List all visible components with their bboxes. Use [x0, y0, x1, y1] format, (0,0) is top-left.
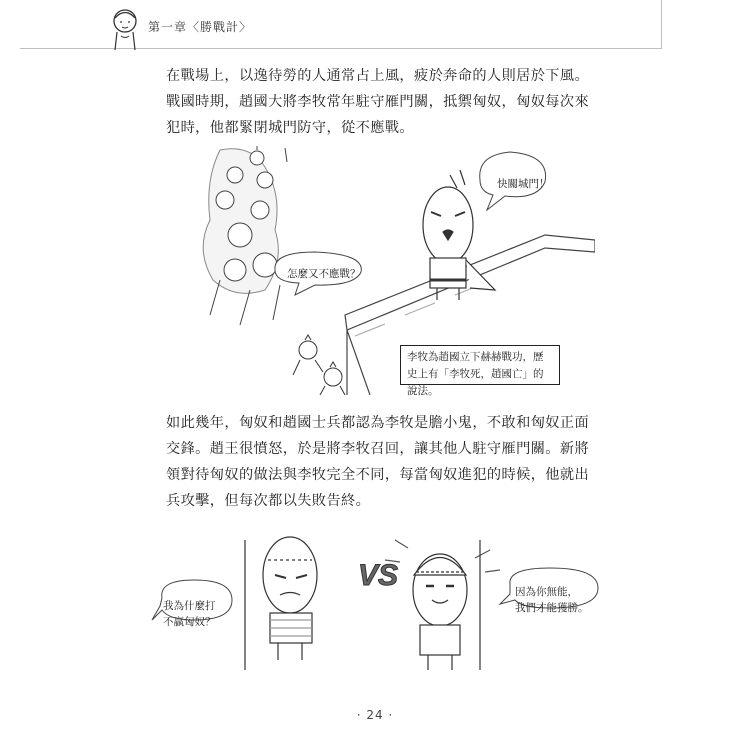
- speech-win-line-1: 因為你無能，: [515, 586, 578, 598]
- new-general: [245, 537, 317, 670]
- page-number: · 24 ·: [356, 708, 394, 722]
- body-paragraph-2: 如此幾年，匈奴和趙國士兵都認為李牧是膽小鬼，不敢和匈奴正面交鋒。趙王很憤怒，於是將李牧召回，讓其他人駐守雁門關。新將領對待匈奴的做法與李牧完全不同，每當匈奴進犯的時候，他就出兵攻擊，但每次都以失敗告終。: [166, 415, 590, 509]
- chapter-head-icon: [108, 6, 142, 50]
- body-paragraph-1: 在戰場上，以逸待勞的人通常占上風，疲於奔命的人則居於下風。戰國時期，趙國大將李牧常年駐守雁門關，抵禦匈奴，匈奴每次來犯時，他都緊閉城門防守，從不應戰。: [166, 68, 590, 136]
- speech-why-text: 怎麼又不應戰？: [287, 268, 361, 280]
- speech-lose-line-2: 不贏匈奴？: [163, 616, 216, 628]
- speech-win-text: [515, 584, 589, 616]
- header-vertical-rule: [661, 0, 662, 49]
- speech-win-line-2: 我們才能獲勝。: [515, 602, 589, 614]
- history-caption-box: 李牧為趙國立下赫赫戰功，歷史上有「李牧死，趙國亡」的說法。: [400, 345, 560, 385]
- chapter-title: 第一章〈勝戰計〉: [148, 20, 253, 34]
- xiongnu-warrior: [385, 540, 500, 670]
- vs-mark: VS: [358, 559, 399, 592]
- observer-soldiers: [293, 335, 345, 395]
- speech-lose-line-1: 我為什麼打: [163, 600, 216, 612]
- speech-gate-text: 快關城門！: [497, 178, 550, 190]
- speech-lose-text: [163, 598, 216, 630]
- soldier-crowd: [203, 146, 287, 325]
